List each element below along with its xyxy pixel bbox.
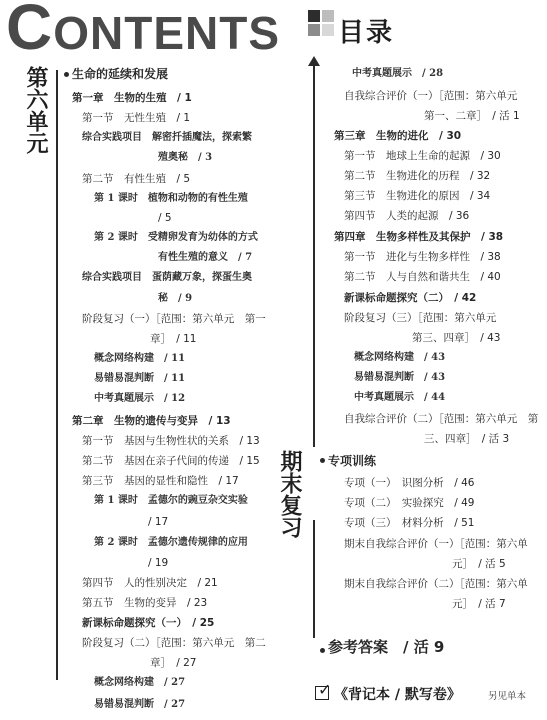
toc-exploration[interactable]: 新课标命题探究（一） / 25 [82,617,215,629]
toc-section[interactable]: 第三节 基因的显性和隐性 / 17 [82,475,239,487]
contents-first-letter: C [6,0,54,63]
toc-final-evaluation[interactable]: 期末自我综合评价（一）［范围：第六单 [344,538,528,550]
toc-final-evaluation[interactable]: 期末自我综合评价（二）［范围：第六单 [344,578,528,590]
bullet-icon [64,72,69,77]
bullet-icon [320,458,325,463]
toc-section[interactable]: 第四节 人类的起源 / 36 [344,210,470,222]
toc-project[interactable]: 综合实践项目 蛋荫藏万象，探蛋生奥 [82,272,252,283]
toc-special[interactable]: 专项（一） 识图分析 / 46 [344,477,475,489]
unit-label: 第六单元 [23,66,48,154]
toc-section[interactable]: 第一节 地球上生命的起源 / 30 [344,150,501,162]
toc-heading[interactable]: 生命的延续和发展 [72,67,169,81]
toc-subitem[interactable]: 易错易混判断 / 27 [94,699,186,710]
toc-review-cont[interactable]: 章］ / 27 [150,657,197,669]
toc-lesson-cont[interactable]: 有性生殖的意义 / 7 [158,252,253,263]
toc-project-cont[interactable]: 秘 / 9 [158,293,193,304]
toc-subitem[interactable]: 概念网络构建 / 11 [94,353,186,364]
toc-evaluation[interactable]: 自我综合评价（二）［范围：第六单元 第 [344,413,539,425]
toc-subitem[interactable]: 中考真题展示 / 28 [352,68,444,79]
bullet-icon [320,648,325,653]
toc-subitem[interactable]: 概念网络构建 / 43 [354,352,446,363]
toc-lesson-page[interactable]: / 5 [158,212,172,224]
toc-subitem[interactable]: 易错易混判断 / 43 [354,372,446,383]
arrow-up-icon [308,56,320,66]
middle-divider-top [313,62,315,447]
toc-lesson[interactable]: 第 2 课时 受精卵发育为幼体的方式 [94,232,258,243]
toc-review-cont[interactable]: 第三、四章］ / 43 [412,332,501,344]
toc-section[interactable]: 第一节 基因与生物性状的关系 / 13 [82,435,260,447]
toc-review[interactable]: 阶段复习（三）［范围：第六单元 [344,312,497,324]
toc-review[interactable]: 阶段复习（二）［范围：第六单元 第二 [82,637,266,649]
contents-wordmark [6,0,280,64]
toc-section[interactable]: 第一节 无性生殖 / 1 [82,112,191,124]
toc-evaluation-cont[interactable]: 三、四章］ / 活 3 [424,433,510,445]
toc-evaluation[interactable]: 自我综合评价（一）［范围：第六单元 [344,90,518,102]
toc-review-cont[interactable]: 章］ / 11 [150,333,197,345]
middle-divider-bottom [313,520,315,638]
toc-section[interactable]: 第二节 人与自然和谐共生 / 40 [344,271,501,283]
contents-rest: ONTENTS [53,7,280,59]
toc-lesson-page[interactable]: / 17 [148,516,169,528]
toc-subitem[interactable]: 中考真题展示 / 12 [94,393,186,404]
toc-heading[interactable]: 专项训练 [328,454,377,468]
checkmark-icon: ✓ [318,680,332,699]
toc-chapter[interactable]: 第二章 生物的遗传与变异 / 13 [72,415,231,427]
toc-special[interactable]: 专项（二） 实验探究 / 49 [344,497,475,509]
toc-subitem[interactable]: 概念网络构建 / 27 [94,677,186,688]
toc-subitem[interactable]: 中考真题展示 / 44 [354,392,446,403]
toc-project[interactable]: 综合实践项目 解密扦插魔法，探索繁 [82,132,252,143]
recite-booklet-note: 另见单本 [488,691,527,702]
toc-section[interactable]: 第一节 进化与生物多样性 / 38 [344,251,501,263]
toc-section[interactable]: 第二节 基因在亲子代间的传递 / 15 [82,455,260,467]
toc-lesson[interactable]: 第 1 课时 植物和动物的有性生殖 [94,193,248,204]
toc-lesson[interactable]: 第 1 课时 孟德尔的豌豆杂交实验 [94,495,248,506]
toc-section[interactable]: 第二节 生物进化的历程 / 32 [344,170,491,182]
toc-project-cont[interactable]: 殖奥秘 / 3 [158,152,213,163]
toc-answers[interactable]: 参考答案 / 活 9 [328,638,445,656]
toc-section[interactable]: 第四节 人的性别决定 / 21 [82,577,218,589]
toc-chapter[interactable]: 第三章 生物的进化 / 30 [334,130,462,142]
toc-section[interactable]: 第五节 生物的变异 / 23 [82,597,208,609]
toc-chapter[interactable]: 第四章 生物多样性及其保护 / 38 [334,231,504,243]
toc-chapter[interactable]: 第一章 生物的生殖 / 1 [72,92,192,104]
toc-lesson[interactable]: 第 2 课时 孟德尔遗传规律的应用 [94,537,248,548]
toc-final-evaluation-cont[interactable]: 元］ / 活 7 [452,598,506,610]
squares-decoration-icon [308,10,336,38]
toc-section[interactable]: 第三节 生物进化的原因 / 34 [344,190,491,202]
left-divider [56,70,58,680]
recite-booklet-title[interactable]: 《背记本 / 默写卷》 [334,687,461,703]
toc-section[interactable]: 第二节 有性生殖 / 5 [82,173,191,185]
toc-subitem[interactable]: 易错易混判断 / 11 [94,373,186,384]
toc-lesson-page[interactable]: / 19 [148,557,169,569]
toc-review[interactable]: 阶段复习（一）［范围：第六单元 第一 [82,313,266,325]
toc-evaluation-cont[interactable]: 第一、二章］ / 活 1 [424,110,520,122]
review-label: 期末复习 [277,450,302,538]
toc-exploration[interactable]: 新课标命题探究（二） / 42 [344,292,477,304]
toc-special[interactable]: 专项（三） 材料分析 / 51 [344,517,475,529]
page-title: 目录 [338,18,395,48]
header [0,0,547,63]
toc-final-evaluation-cont[interactable]: 元］ / 活 5 [452,558,506,570]
